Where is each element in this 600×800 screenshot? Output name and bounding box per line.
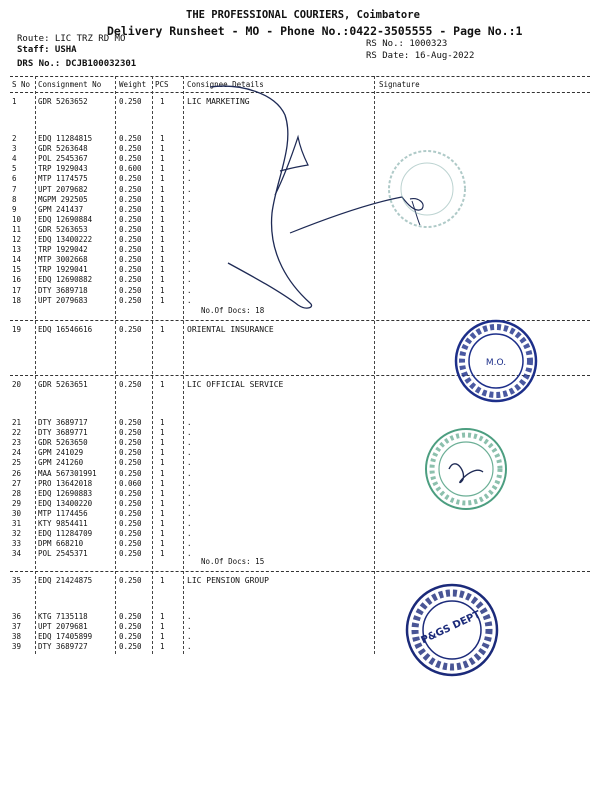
row-consignment-no: GDR 5263648 [38, 144, 88, 154]
row-sno: 3 [12, 144, 17, 154]
row-pcs: 1 [160, 275, 165, 285]
row-pcs: 1 [160, 539, 165, 549]
row-pcs: 1 [160, 214, 165, 224]
row-consignment-no: MTP 1174575 [38, 174, 88, 184]
row-pcs: 1 [160, 612, 165, 621]
row-consignment-no: TRP 1929041 [38, 265, 88, 275]
row-consignment-no: GPM 241029 [38, 448, 84, 458]
consignee-name: ORIENTAL INSURANCE [187, 325, 274, 334]
row-pcs: 1 [160, 428, 165, 438]
row-sno: 9 [12, 204, 17, 214]
row-sno: 29 [12, 498, 22, 508]
row-weight: 0.250 [119, 97, 142, 106]
row-consignee-mark: . [187, 468, 192, 478]
row-weight: 0.250 [119, 154, 142, 164]
row-consignment-no: EDQ 16546616 [38, 325, 93, 334]
col-consignment: Consignment No [38, 80, 102, 89]
row-consignee-mark: . [187, 194, 192, 204]
row-consignee-mark: . [187, 265, 192, 275]
row-pcs: 1 [160, 245, 165, 255]
row-pcs: 1 [160, 164, 165, 174]
row-sno: 26 [12, 468, 22, 478]
row-weight: 0.250 [119, 642, 142, 652]
row-sno: 5 [12, 164, 17, 174]
row-weight: 0.250 [119, 448, 142, 458]
row-pcs: 1 [160, 154, 165, 164]
row-sno: 4 [12, 154, 17, 164]
row-consignment-no: EDQ 12690883 [38, 488, 93, 498]
row-weight: 0.250 [119, 224, 142, 234]
row-consignee-mark: . [187, 622, 192, 632]
row-sno: 39 [12, 642, 22, 652]
row-pcs: 1 [160, 519, 165, 528]
row-consignment-no: GDR 5263650 [38, 438, 88, 448]
col-weight: Weight [119, 80, 147, 89]
row-consignee-mark: . [187, 498, 192, 508]
row-weight: 0.600 [119, 164, 142, 174]
row-consignee-mark: . [187, 549, 192, 559]
col-divider [115, 76, 116, 654]
row-weight: 0.250 [119, 529, 142, 539]
row-sno: 30 [12, 508, 22, 518]
row-pcs: 1 [160, 174, 165, 184]
row-consignment-no: EDQ 13400220 [38, 498, 93, 508]
row-sno: 38 [12, 632, 22, 642]
row-consignment-no: PRO 13642018 [38, 478, 93, 488]
row-consignee-mark: . [187, 184, 192, 194]
row-consignee-mark: . [187, 508, 192, 518]
row-consignee-mark: . [187, 642, 192, 652]
row-consignee-mark: . [187, 632, 192, 642]
row-pcs: 1 [160, 144, 165, 154]
row-consignee-mark: . [187, 224, 192, 234]
row-consignment-no: TRP 1929042 [38, 245, 88, 255]
row-weight: 0.250 [119, 245, 142, 255]
row-pcs: 1 [160, 134, 165, 143]
row-sno: 6 [12, 174, 17, 184]
row-consignment-no: GDR 5263651 [38, 380, 88, 389]
row-pcs: 1 [160, 642, 165, 652]
col-signature: Signature [379, 80, 420, 89]
row-pcs: 1 [160, 498, 165, 508]
row-weight: 0.250 [119, 204, 142, 214]
row-consignment-no: KTY 9854411 [38, 519, 88, 528]
row-consignee-mark: . [187, 428, 192, 438]
row-consignment-no: GDR 5263652 [38, 97, 88, 106]
row-weight: 0.250 [119, 438, 142, 448]
company-title: THE PROFESSIONAL COURIERS, Coimbatore [186, 9, 420, 21]
row-consignment-no: KTG 7135118 [38, 612, 88, 621]
row-consignment-no: GPM 241437 [38, 204, 84, 214]
row-sno: 15 [12, 265, 22, 275]
row-sno: 18 [12, 295, 22, 305]
row-consignment-no: POL 2545371 [38, 549, 88, 559]
row-sno: 19 [12, 325, 22, 334]
row-sno: 24 [12, 448, 22, 458]
row-weight: 0.250 [119, 539, 142, 549]
runsheet-title: Delivery Runsheet - MO - Phone No.:0422-3505555 - Page No.:1 [107, 24, 523, 38]
row-consignment-no: GPM 241260 [38, 458, 84, 468]
row-weight: 0.250 [119, 214, 142, 224]
col-pcs: PCS [155, 80, 169, 89]
row-weight: 0.250 [119, 519, 142, 528]
row-sno: 25 [12, 458, 22, 468]
col-divider [35, 76, 36, 654]
row-sno: 20 [12, 380, 22, 389]
row-consignment-no: EDQ 12690882 [38, 275, 93, 285]
row-pcs: 1 [160, 458, 165, 468]
row-consignee-mark: . [187, 275, 192, 285]
row-weight: 0.250 [119, 576, 142, 585]
row-consignee-mark: . [187, 154, 192, 164]
row-consignment-no: MTP 1174456 [38, 508, 88, 518]
row-pcs: 1 [160, 468, 165, 478]
row-pcs: 1 [160, 235, 165, 244]
consignee-name: LIC MARKETING [187, 97, 250, 106]
row-weight: 0.250 [119, 295, 142, 305]
row-weight: 0.250 [119, 265, 142, 275]
row-sno: 27 [12, 478, 22, 488]
consignee-name: LIC OFFICIAL SERVICE [187, 380, 284, 389]
row-consignee-mark: . [187, 235, 192, 244]
lic-green-stamp [421, 424, 511, 514]
staff-label: Staff: USHA [17, 45, 77, 55]
row-sno: 36 [12, 612, 22, 621]
row-consignee-mark: . [187, 295, 192, 305]
row-pcs: 1 [160, 549, 165, 559]
row-sno: 7 [12, 184, 17, 194]
row-consignment-no: EDQ 17405899 [38, 632, 93, 642]
row-sno: 22 [12, 428, 22, 438]
row-consignee-mark: . [187, 144, 192, 154]
row-weight: 0.250 [119, 380, 142, 389]
row-consignment-no: MAA 567301991 [38, 468, 97, 478]
row-pcs: 1 [160, 194, 165, 204]
row-sno: 31 [12, 519, 22, 528]
row-weight: 0.250 [119, 612, 142, 621]
row-consignment-no: EDQ 13400222 [38, 235, 93, 244]
no-of-docs: No.Of Docs: 15 [201, 557, 265, 566]
row-weight: 0.250 [119, 488, 142, 498]
row-weight: 0.250 [119, 134, 142, 143]
row-weight: 0.250 [119, 508, 142, 518]
row-weight: 0.250 [119, 549, 142, 559]
row-pcs: 1 [160, 295, 165, 305]
green-seal-stamp [384, 146, 470, 232]
row-weight: 0.250 [119, 498, 142, 508]
row-weight: 0.250 [119, 194, 142, 204]
row-pcs: 1 [160, 255, 165, 265]
row-pcs: 1 [160, 265, 165, 275]
row-pcs: 1 [160, 97, 165, 106]
row-weight: 0.250 [119, 144, 142, 154]
row-weight: 0.250 [119, 418, 142, 427]
row-pcs: 1 [160, 418, 165, 427]
row-pcs: 1 [160, 576, 165, 585]
row-weight: 0.250 [119, 632, 142, 642]
row-consignment-no: TRP 1929043 [38, 164, 88, 174]
row-pcs: 1 [160, 448, 165, 458]
drs-number: DRS No.: DCJB100032301 [17, 59, 137, 69]
row-weight: 0.250 [119, 184, 142, 194]
stamp-center-text: P&GS DEPT [419, 609, 483, 647]
row-sno: 33 [12, 539, 22, 549]
row-sno: 16 [12, 275, 22, 285]
row-weight: 0.250 [119, 285, 142, 295]
row-consignment-no: UPT 2079681 [38, 622, 88, 632]
row-pcs: 1 [160, 478, 165, 488]
row-consignee-mark: . [187, 164, 192, 174]
row-consignment-no: POL 2545367 [38, 154, 88, 164]
route-label: Route: LIC TRZ RD MO [17, 34, 126, 44]
row-consignment-no: MGPM 292505 [38, 194, 88, 204]
row-consignee-mark: . [187, 245, 192, 255]
row-pcs: 1 [160, 285, 165, 295]
row-consignment-no: DTY 3689718 [38, 285, 88, 295]
row-consignee-mark: . [187, 488, 192, 498]
row-sno: 2 [12, 134, 17, 143]
row-pcs: 1 [160, 529, 165, 539]
row-sno: 8 [12, 194, 17, 204]
row-pcs: 1 [160, 204, 165, 214]
rs-date: RS Date: 16-Aug-2022 [366, 51, 475, 61]
row-consignment-no: EDQ 12690884 [38, 214, 93, 224]
group-rule [10, 571, 590, 572]
row-sno: 23 [12, 438, 22, 448]
row-weight: 0.250 [119, 468, 142, 478]
row-weight: 0.250 [119, 428, 142, 438]
stamp-center-text: M.O. [485, 358, 507, 368]
row-weight: 0.250 [119, 275, 142, 285]
header-top-rule [10, 76, 590, 77]
row-sno: 14 [12, 255, 22, 265]
row-consignee-mark: . [187, 214, 192, 224]
row-weight: 0.060 [119, 478, 142, 488]
row-pcs: 1 [160, 380, 165, 389]
row-consignment-no: EDQ 21424875 [38, 576, 93, 585]
row-consignee-mark: . [187, 438, 192, 448]
row-consignment-no: DTY 3689717 [38, 418, 88, 427]
row-weight: 0.250 [119, 255, 142, 265]
row-sno: 28 [12, 488, 22, 498]
row-weight: 0.250 [119, 622, 142, 632]
row-pcs: 1 [160, 224, 165, 234]
row-pcs: 1 [160, 508, 165, 518]
row-consignee-mark: . [187, 255, 192, 265]
no-of-docs: No.Of Docs: 18 [201, 306, 265, 315]
row-consignee-mark: . [187, 519, 192, 528]
row-consignment-no: EDQ 11284815 [38, 134, 93, 143]
row-consignee-mark: . [187, 458, 192, 468]
row-consignee-mark: . [187, 174, 192, 184]
row-weight: 0.250 [119, 458, 142, 468]
row-consignment-no: MTP 3002668 [38, 255, 88, 265]
row-weight: 0.250 [119, 174, 142, 184]
row-pcs: 1 [160, 325, 165, 334]
row-consignee-mark: . [187, 539, 192, 549]
row-consignment-no: DTY 3689727 [38, 642, 88, 652]
col-divider [152, 76, 153, 654]
row-sno: 32 [12, 529, 22, 539]
row-consignee-mark: . [187, 418, 192, 427]
oriental-insurance-stamp [453, 318, 539, 404]
row-pcs: 1 [160, 184, 165, 194]
col-sno: S No [12, 80, 31, 89]
consignee-name: LIC PENSION GROUP [187, 576, 269, 585]
row-pcs: 1 [160, 622, 165, 632]
rs-number: RS No.: 1000323 [366, 39, 448, 49]
row-consignee-mark: . [187, 478, 192, 488]
row-consignment-no: UPT 2079683 [38, 295, 88, 305]
row-sno: 37 [12, 622, 22, 632]
row-consignee-mark: . [187, 285, 192, 295]
row-consignment-no: UPT 2079682 [38, 184, 88, 194]
row-consignment-no: GDR 5263653 [38, 224, 88, 234]
row-weight: 0.250 [119, 325, 142, 334]
row-sno: 13 [12, 245, 22, 255]
row-consignee-mark: . [187, 612, 192, 621]
row-pcs: 1 [160, 488, 165, 498]
row-pcs: 1 [160, 438, 165, 448]
row-consignee-mark: . [187, 204, 192, 214]
row-sno: 35 [12, 576, 22, 585]
row-consignment-no: EDQ 11284709 [38, 529, 93, 539]
row-sno: 21 [12, 418, 22, 427]
col-consignee: Consignee Details [187, 80, 264, 89]
row-sno: 1 [12, 97, 17, 106]
pgs-dept-stamp [402, 580, 502, 680]
row-weight: 0.250 [119, 235, 142, 244]
row-sno: 10 [12, 214, 22, 224]
row-sno: 34 [12, 549, 22, 559]
row-sno: 17 [12, 285, 22, 295]
row-consignment-no: DTY 3689771 [38, 428, 88, 438]
row-consignee-mark: . [187, 448, 192, 458]
row-sno: 12 [12, 235, 22, 244]
row-consignee-mark: . [187, 134, 192, 143]
row-sno: 11 [12, 224, 22, 234]
row-pcs: 1 [160, 632, 165, 642]
row-consignment-no: DPM 668210 [38, 539, 84, 549]
row-consignee-mark: . [187, 529, 192, 539]
